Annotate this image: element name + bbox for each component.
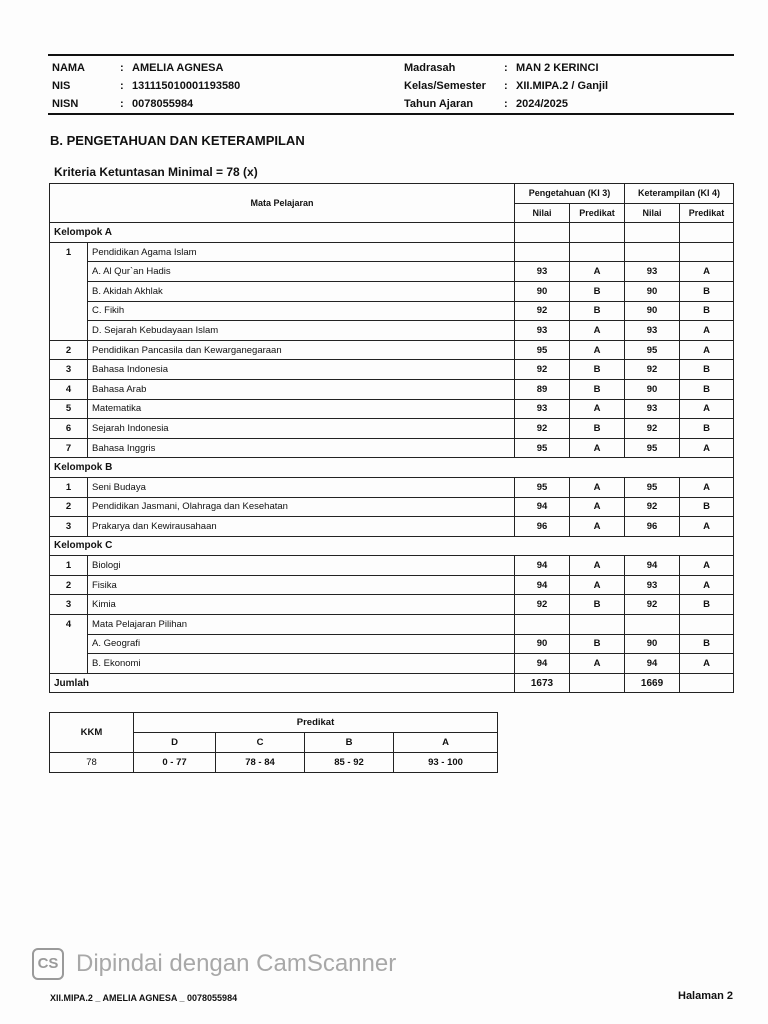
table-row — [50, 517, 734, 537]
colon: : — [504, 98, 508, 110]
kkm-header: KKM — [50, 713, 134, 753]
keterampilan-nilai: 93 — [625, 575, 680, 595]
group-c-label: Kelompok C — [50, 536, 734, 556]
table-row — [50, 399, 734, 419]
colon: : — [120, 98, 124, 110]
keterampilan-nilai: 93 — [625, 321, 680, 341]
jumlah-empty — [570, 673, 625, 693]
subject-number: 3 — [50, 517, 88, 537]
subject-number — [50, 281, 88, 301]
col-keterampilan-header: Keterampilan (KI 4) — [625, 184, 734, 204]
keterampilan-predikat: B — [680, 301, 734, 321]
range-b: 85 - 92 — [305, 753, 394, 773]
pengetahuan-nilai: 95 — [515, 438, 570, 458]
pengetahuan-predikat — [570, 615, 625, 635]
keterampilan-nilai: 90 — [625, 379, 680, 399]
keterampilan-nilai: 90 — [625, 634, 680, 654]
subject-name: Bahasa Arab — [88, 379, 515, 399]
colon: : — [120, 80, 124, 92]
madrasah-label: Madrasah — [404, 62, 456, 74]
keterampilan-predikat: A — [680, 399, 734, 419]
subject-number — [50, 301, 88, 321]
subject-name: Seni Budaya — [88, 477, 515, 497]
nis-row — [52, 79, 240, 93]
keterampilan-predikat: B — [680, 379, 734, 399]
range-d: 0 - 77 — [134, 753, 216, 773]
keterampilan-predikat — [680, 615, 734, 635]
range-a: 93 - 100 — [394, 753, 498, 773]
subject-number: 2 — [50, 497, 88, 517]
keterampilan-predikat: A — [680, 654, 734, 674]
table-row — [50, 340, 734, 360]
subject-name: A. Geografi — [88, 634, 515, 654]
group-b-label: Kelompok B — [50, 458, 734, 478]
pengetahuan-nilai: 94 — [515, 654, 570, 674]
nisn-row — [52, 97, 193, 111]
table-row — [50, 438, 734, 458]
grade-c: C — [216, 733, 305, 753]
subject-name: D. Sejarah Kebudayaan Islam — [88, 321, 515, 341]
pengetahuan-nilai: 94 — [515, 497, 570, 517]
jumlah-pengetahuan: 1673 — [515, 673, 570, 693]
group-b-rows — [50, 477, 734, 536]
subject-name: Biologi — [88, 556, 515, 576]
header-top-rule — [48, 54, 734, 56]
colon: : — [120, 62, 124, 74]
keterampilan-nilai: 95 — [625, 477, 680, 497]
table-row — [50, 575, 734, 595]
pengetahuan-predikat: A — [570, 340, 625, 360]
keterampilan-predikat: B — [680, 419, 734, 439]
subject-name: Pendidikan Agama Islam — [88, 242, 515, 262]
predikat-table — [49, 712, 498, 773]
keterampilan-nilai — [625, 615, 680, 635]
subject-name: B. Akidah Akhlak — [88, 281, 515, 301]
keterampilan-nilai: 96 — [625, 517, 680, 537]
pengetahuan-predikat: A — [570, 556, 625, 576]
pengetahuan-nilai: 95 — [515, 340, 570, 360]
kelas-value: XII.MIPA.2 / Ganjil — [516, 80, 609, 92]
keterampilan-nilai: 95 — [625, 438, 680, 458]
pengetahuan-nilai: 92 — [515, 360, 570, 380]
keterampilan-nilai: 95 — [625, 340, 680, 360]
table-row — [50, 615, 734, 635]
keterampilan-nilai — [625, 242, 680, 262]
madrasah-row — [404, 61, 599, 75]
subject-name: B. Ekonomi — [88, 654, 515, 674]
subject-name: Kimia — [88, 595, 515, 615]
scanner-watermark: Dipindai dengan CamScanner — [76, 950, 397, 977]
subject-name: Sejarah Indonesia — [88, 419, 515, 439]
pengetahuan-predikat: A — [570, 477, 625, 497]
keterampilan-nilai: 94 — [625, 654, 680, 674]
pengetahuan-nilai: 92 — [515, 595, 570, 615]
group-cell — [570, 223, 625, 243]
pengetahuan-nilai: 90 — [515, 634, 570, 654]
col-pengetahuan-header: Pengetahuan (KI 3) — [515, 184, 625, 204]
section-title: B. PENGETAHUAN DAN KETERAMPILAN — [50, 133, 305, 148]
nama-value: AMELIA AGNESA — [132, 62, 224, 74]
footer-doc-id: XII.MIPA.2 _ AMELIA AGNESA _ 0078055984 — [50, 993, 238, 1003]
pengetahuan-nilai: 94 — [515, 556, 570, 576]
camscanner-logo-icon: CS — [32, 948, 64, 980]
subject-name: Pendidikan Jasmani, Olahraga dan Kesehatan — [88, 497, 515, 517]
subject-number — [50, 654, 88, 674]
madrasah-value: MAN 2 KERINCI — [516, 62, 599, 74]
pengetahuan-nilai: 95 — [515, 477, 570, 497]
table-row — [50, 654, 734, 674]
table-row — [50, 419, 734, 439]
subject-name: Bahasa Indonesia — [88, 360, 515, 380]
nisn-value: 0078055984 — [132, 98, 194, 110]
pengetahuan-predikat: B — [570, 281, 625, 301]
keterampilan-nilai: 92 — [625, 360, 680, 380]
keterampilan-nilai: 92 — [625, 595, 680, 615]
pengetahuan-predikat: B — [570, 360, 625, 380]
group-row — [50, 223, 734, 243]
subject-number: 7 — [50, 438, 88, 458]
range-c: 78 - 84 — [216, 753, 305, 773]
pengetahuan-nilai: 96 — [515, 517, 570, 537]
keterampilan-predikat: A — [680, 477, 734, 497]
group-cell — [515, 223, 570, 243]
subject-number: 2 — [50, 340, 88, 360]
keterampilan-predikat: B — [680, 281, 734, 301]
subject-number: 3 — [50, 595, 88, 615]
keterampilan-predikat: A — [680, 340, 734, 360]
group-a-rows — [50, 242, 734, 458]
col-predikat-header: Predikat — [570, 203, 625, 223]
jumlah-keterampilan: 1669 — [625, 673, 680, 693]
keterampilan-predikat: B — [680, 595, 734, 615]
table-row — [50, 556, 734, 576]
pengetahuan-nilai: 92 — [515, 301, 570, 321]
grades-table — [49, 183, 734, 693]
pengetahuan-nilai: 94 — [515, 575, 570, 595]
col-nilai-header: Nilai — [515, 203, 570, 223]
kelas-row — [404, 79, 608, 93]
pengetahuan-predikat: A — [570, 517, 625, 537]
table-row — [50, 301, 734, 321]
keterampilan-predikat: B — [680, 360, 734, 380]
grade-b: B — [305, 733, 394, 753]
kkm-title: Kriteria Ketuntasan Minimal = 78 (x) — [54, 165, 258, 179]
subject-name: Bahasa Inggris — [88, 438, 515, 458]
pengetahuan-predikat: B — [570, 379, 625, 399]
subject-number — [50, 634, 88, 654]
pengetahuan-nilai: 90 — [515, 281, 570, 301]
pengetahuan-nilai — [515, 242, 570, 262]
subject-name: Mata Pelajaran Pilihan — [88, 615, 515, 635]
subject-number: 1 — [50, 242, 88, 262]
pengetahuan-predikat: A — [570, 497, 625, 517]
keterampilan-predikat: A — [680, 517, 734, 537]
keterampilan-predikat: A — [680, 262, 734, 282]
keterampilan-predikat: A — [680, 438, 734, 458]
pengetahuan-predikat — [570, 242, 625, 262]
keterampilan-predikat: A — [680, 556, 734, 576]
group-row — [50, 458, 734, 478]
header-bottom-rule — [48, 113, 734, 115]
pengetahuan-predikat: B — [570, 634, 625, 654]
pengetahuan-predikat: A — [570, 438, 625, 458]
table-row — [50, 634, 734, 654]
keterampilan-predikat: A — [680, 575, 734, 595]
subject-name: Pendidikan Pancasila dan Kewarganegaraan — [88, 340, 515, 360]
nisn-label: NISN — [52, 98, 79, 110]
keterampilan-predikat: B — [680, 497, 734, 517]
kelas-label: Kelas/Semester — [404, 80, 486, 92]
keterampilan-nilai: 93 — [625, 262, 680, 282]
pengetahuan-nilai: 93 — [515, 262, 570, 282]
subject-number: 1 — [50, 556, 88, 576]
subject-number: 4 — [50, 379, 88, 399]
subject-name: C. Fikih — [88, 301, 515, 321]
subject-number: 3 — [50, 360, 88, 380]
tahun-label: Tahun Ajaran — [404, 98, 474, 110]
subject-name: Prakarya dan Kewirausahaan — [88, 517, 515, 537]
pengetahuan-predikat: B — [570, 301, 625, 321]
table-row — [50, 281, 734, 301]
col-predikat-header: Predikat — [680, 203, 734, 223]
pengetahuan-predikat: A — [570, 321, 625, 341]
table-row — [50, 497, 734, 517]
grade-d: D — [134, 733, 216, 753]
keterampilan-nilai: 94 — [625, 556, 680, 576]
kkm-value: 78 — [50, 753, 134, 773]
grade-a: A — [394, 733, 498, 753]
colon: : — [504, 80, 508, 92]
subject-number: 2 — [50, 575, 88, 595]
subject-number — [50, 262, 88, 282]
group-cell — [625, 223, 680, 243]
pengetahuan-nilai: 92 — [515, 419, 570, 439]
pengetahuan-predikat: A — [570, 654, 625, 674]
keterampilan-nilai: 93 — [625, 399, 680, 419]
col-nilai-header: Nilai — [625, 203, 680, 223]
colon: : — [504, 62, 508, 74]
pengetahuan-predikat: A — [570, 575, 625, 595]
subject-number: 1 — [50, 477, 88, 497]
pengetahuan-nilai — [515, 615, 570, 635]
table-row — [50, 242, 734, 262]
subject-name: Matematika — [88, 399, 515, 419]
subject-number — [50, 321, 88, 341]
group-a-label: Kelompok A — [50, 223, 515, 243]
pengetahuan-nilai: 93 — [515, 399, 570, 419]
table-row — [50, 262, 734, 282]
keterampilan-nilai: 92 — [625, 497, 680, 517]
subject-name: Fisika — [88, 575, 515, 595]
col-mapel-header: Mata Pelajaran — [50, 184, 515, 223]
tahun-value: 2024/2025 — [516, 98, 568, 110]
pengetahuan-nilai: 89 — [515, 379, 570, 399]
subject-number: 4 — [50, 615, 88, 635]
keterampilan-predikat — [680, 242, 734, 262]
nama-label: NAMA — [52, 62, 85, 74]
pengetahuan-predikat: B — [570, 595, 625, 615]
nis-value: 131115010001193580 — [132, 80, 241, 92]
jumlah-empty — [680, 673, 734, 693]
table-row — [50, 477, 734, 497]
pengetahuan-predikat: A — [570, 399, 625, 419]
subject-number: 5 — [50, 399, 88, 419]
pengetahuan-predikat: B — [570, 419, 625, 439]
keterampilan-nilai: 92 — [625, 419, 680, 439]
table-row — [50, 595, 734, 615]
nama-row — [52, 61, 223, 75]
subject-number: 6 — [50, 419, 88, 439]
table-row — [50, 379, 734, 399]
group-row — [50, 536, 734, 556]
group-c-rows — [50, 556, 734, 674]
pengetahuan-nilai: 93 — [515, 321, 570, 341]
table-row — [50, 360, 734, 380]
subject-name: A. Al Qur`an Hadis — [88, 262, 515, 282]
keterampilan-nilai: 90 — [625, 301, 680, 321]
jumlah-label: Jumlah — [50, 673, 515, 693]
keterampilan-nilai: 90 — [625, 281, 680, 301]
keterampilan-predikat: B — [680, 634, 734, 654]
tahun-row — [404, 97, 568, 111]
jumlah-row — [50, 673, 734, 693]
footer-page-number: Halaman 2 — [678, 990, 734, 1002]
predikat-header: Predikat — [134, 713, 498, 733]
group-cell — [680, 223, 734, 243]
pengetahuan-predikat: A — [570, 262, 625, 282]
keterampilan-predikat: A — [680, 321, 734, 341]
table-row — [50, 321, 734, 341]
nis-label: NIS — [52, 80, 71, 92]
